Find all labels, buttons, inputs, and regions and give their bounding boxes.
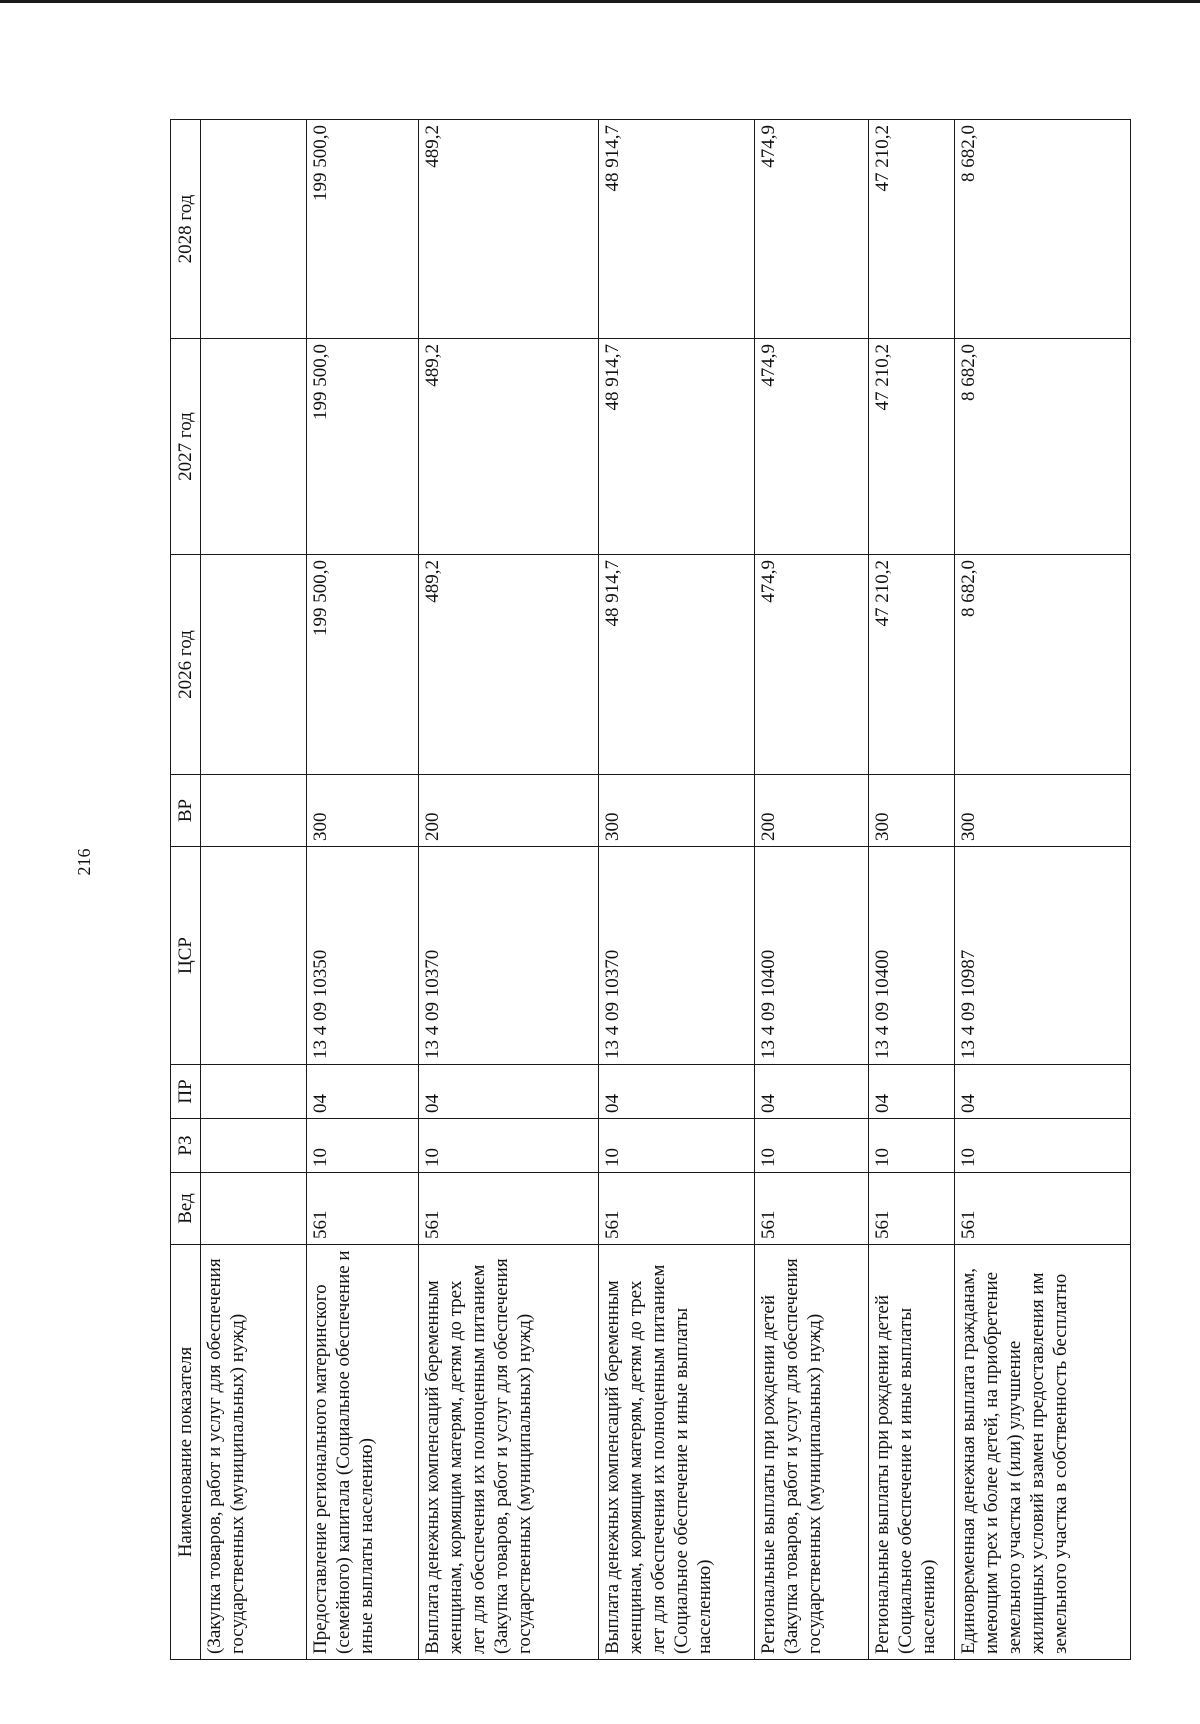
- header-2027: 2027 год: [171, 339, 201, 555]
- cell-rz: 10: [955, 1119, 1131, 1173]
- cell-pr: 04: [869, 1065, 955, 1119]
- cell-csr: 13 4 09 10350: [307, 847, 419, 1065]
- cell-2027: 489,2: [419, 339, 599, 555]
- cell-rz: 10: [755, 1119, 869, 1173]
- cell-name: (Закупка товаров, работ и услуг для обеспечения государственных (муниципальных) нужд): [201, 1245, 307, 1660]
- cell-pr: 04: [419, 1065, 599, 1119]
- cell-2028: 474,9: [755, 120, 869, 339]
- cell-vr: 300: [869, 775, 955, 847]
- cell-2028: 8 682,0: [955, 120, 1131, 339]
- header-ved: Вед: [171, 1173, 201, 1245]
- cell-csr: [201, 847, 307, 1065]
- cell-ved: 561: [419, 1173, 599, 1245]
- cell-rz: 10: [307, 1119, 419, 1173]
- header-vr: ВР: [171, 775, 201, 847]
- cell-vr: 300: [307, 775, 419, 847]
- cell-rz: 10: [869, 1119, 955, 1173]
- cell-name: Региональные выплаты при рождении детей (Социальное обеспечение и иные выплаты населению): [869, 1245, 955, 1660]
- budget-table: [170, 119, 1131, 1660]
- cell-2028: 47 210,2: [869, 120, 955, 339]
- cell-2026: 48 914,7: [599, 555, 755, 775]
- cell-2026: 8 682,0: [955, 555, 1131, 775]
- cell-vr: [201, 775, 307, 847]
- cell-ved: [201, 1173, 307, 1245]
- cell-vr: 300: [955, 775, 1131, 847]
- table-row: [869, 120, 955, 1660]
- table-row: [419, 120, 599, 1660]
- header-2026: 2026 год: [171, 555, 201, 775]
- cell-2028: 48 914,7: [599, 120, 755, 339]
- cell-ved: 561: [869, 1173, 955, 1245]
- rotated-table-container: [170, 120, 1130, 1660]
- table-row: [955, 120, 1131, 1660]
- cell-vr: 200: [419, 775, 599, 847]
- cell-2027: 8 682,0: [955, 339, 1131, 555]
- cell-2027: [201, 339, 307, 555]
- header-pr: ПР: [171, 1065, 201, 1119]
- cell-2028: [201, 120, 307, 339]
- cell-rz: 10: [419, 1119, 599, 1173]
- page-number: 216: [74, 848, 94, 876]
- header-name: Наименование показателя: [171, 1245, 201, 1660]
- table-row: [599, 120, 755, 1660]
- cell-name: Региональные выплаты при рождении детей (Закупка товаров, работ и услуг для обеспечения государственных (муниципальных) нужд): [755, 1245, 869, 1660]
- cell-2027: 474,9: [755, 339, 869, 555]
- cell-name: Выплата денежных компенсаций беременным женщинам, кормящим матерям, детям до трех лет для обеспечения их полноценным питанием (Социальное обеспечение и иные выплаты населению): [599, 1245, 755, 1660]
- cell-2026: 47 210,2: [869, 555, 955, 775]
- table-header-row: [171, 120, 201, 1660]
- cell-2026: [201, 555, 307, 775]
- cell-2026: 199 500,0: [307, 555, 419, 775]
- table-row: [201, 120, 307, 1660]
- cell-ved: 561: [755, 1173, 869, 1245]
- table-row: [755, 120, 869, 1660]
- header-2028: 2028 год: [171, 120, 201, 339]
- cell-2026: 474,9: [755, 555, 869, 775]
- cell-ved: 561: [307, 1173, 419, 1245]
- cell-name: Предоставление регионального материнского (семейного) капитала (Социальное обеспечение и иные выплаты населению): [307, 1245, 419, 1660]
- cell-csr: 13 4 09 10987: [955, 847, 1131, 1065]
- cell-2026: 489,2: [419, 555, 599, 775]
- cell-name: Единовременная денежная выплата гражданам, имеющим трех и более детей, на приобретение земельного участка и (или) улучшение жилищных условий взамен предоставления им земельного участка в собственность бесплатно: [955, 1245, 1131, 1660]
- cell-csr: 13 4 09 10400: [869, 847, 955, 1065]
- scan-edge-line: [0, 0, 1200, 3]
- cell-pr: 04: [755, 1065, 869, 1119]
- cell-pr: 04: [599, 1065, 755, 1119]
- cell-csr: 13 4 09 10370: [419, 847, 599, 1065]
- table-row: [307, 120, 419, 1660]
- header-csr: ЦСР: [171, 847, 201, 1065]
- cell-rz: 10: [599, 1119, 755, 1173]
- cell-rz: [201, 1119, 307, 1173]
- cell-vr: 200: [755, 775, 869, 847]
- cell-vr: 300: [599, 775, 755, 847]
- cell-name: Выплата денежных компенсаций беременным женщинам, кормящим матерям, детям до трех лет для обеспечения их полноценным питанием (Закупка товаров, работ и услуг для обеспечения государственных (муниципальных) нужд): [419, 1245, 599, 1660]
- cell-ved: 561: [599, 1173, 755, 1245]
- cell-2028: 199 500,0: [307, 120, 419, 339]
- cell-pr: 04: [955, 1065, 1131, 1119]
- cell-pr: [201, 1065, 307, 1119]
- header-rz: РЗ: [171, 1119, 201, 1173]
- cell-csr: 13 4 09 10370: [599, 847, 755, 1065]
- cell-pr: 04: [307, 1065, 419, 1119]
- cell-2027: 199 500,0: [307, 339, 419, 555]
- cell-ved: 561: [955, 1173, 1131, 1245]
- cell-2027: 48 914,7: [599, 339, 755, 555]
- cell-2028: 489,2: [419, 120, 599, 339]
- cell-2027: 47 210,2: [869, 339, 955, 555]
- cell-csr: 13 4 09 10400: [755, 847, 869, 1065]
